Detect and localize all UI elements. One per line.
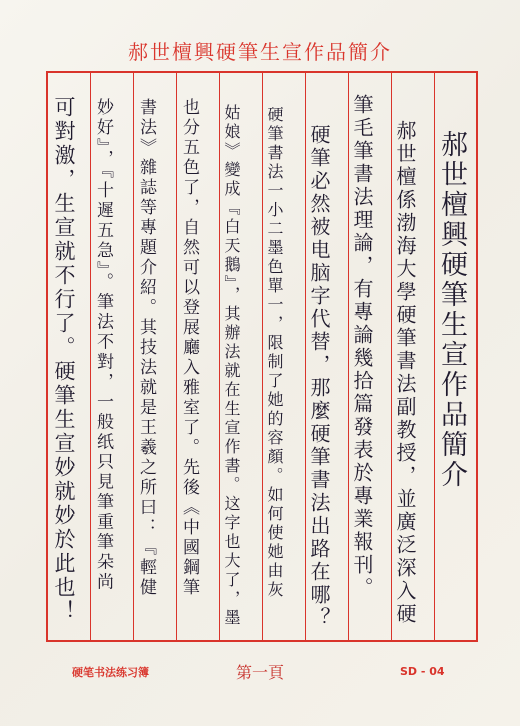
page-title: 郝世檀興硬筆生宣作品簡介 — [128, 40, 392, 64]
text-column: 書法》雜誌等專題介紹。其技法就是王羲之所曰：『輕健 — [136, 98, 156, 598]
text-column: 郝世檀興硬筆生宣作品簡介 — [436, 130, 467, 490]
series-code: SD - 04 — [400, 665, 445, 678]
grid-line — [305, 73, 306, 640]
text-column: 可對激，生宣就不行了。硬筆生宣妙就妙於此也！ — [52, 96, 76, 624]
text-column: 姑娘》變成『白天鵝』，其辦法就在生宣作書。这字也大了，墨 — [222, 104, 241, 628]
text-column: 郝世檀係渤海大學硬筆書法副教授，並廣泛深入硬 — [393, 120, 417, 626]
text-column: 妙好』，『十遲五急』。筆法不對，一般纸只見筆重筆朵尚 — [93, 98, 113, 593]
grid-line — [348, 73, 349, 640]
grid-line — [262, 73, 263, 640]
text-column: 硬筆必然被电脑字代替，那麼硬筆書法出路在哪？ — [307, 124, 331, 630]
grid-line — [133, 73, 134, 640]
page-number: 第一頁 — [235, 663, 284, 682]
grid-line — [219, 73, 220, 640]
text-column: 筆毛筆書法理論，有專論幾拾篇發表於專業報刊。 — [350, 94, 374, 600]
text-column: 也分五色了，自然可以登展廳入雅室了。先後《中國鋼筆 — [179, 98, 199, 598]
grid-line — [90, 73, 91, 640]
notebook-label: 硬笔书法练习簿 — [72, 666, 149, 679]
grid-line — [434, 73, 435, 640]
grid-line — [176, 73, 177, 640]
grid-line — [391, 73, 392, 640]
text-column: 硬筆書法一小二墨色單一，限制了她的容顏。如何使她由灰 — [265, 106, 284, 600]
